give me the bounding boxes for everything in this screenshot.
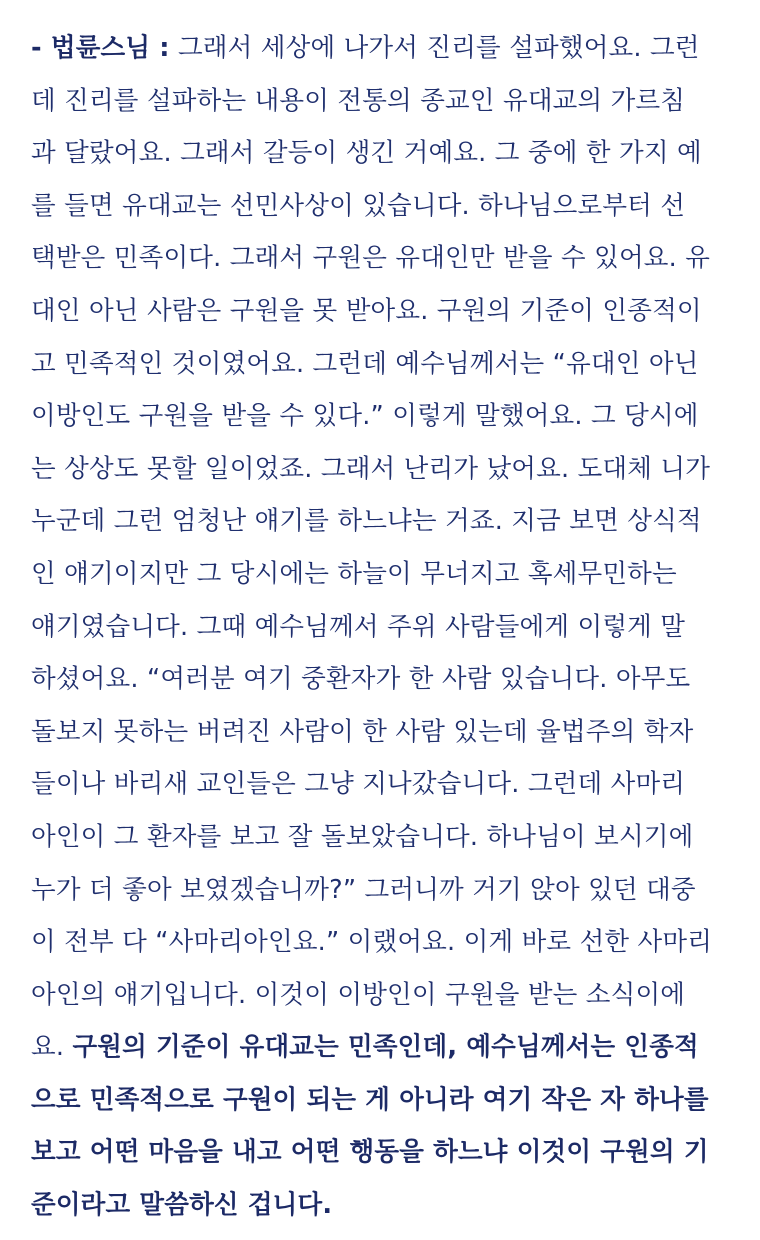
text-line: 고 민족적인 것이였어요. 그런데 예수님께서는 “유대인 아닌 [31, 348, 699, 379]
emphasis-line: 으로 민족적으로 구원이 되는 게 아니라 여기 작은 자 하나를 [31, 1084, 709, 1115]
text-segment: 그래서 세상에 나가서 진리를 설파했어요. 그런 [169, 33, 700, 63]
text-line: 를 들면 유대교는 선민사상이 있습니다. 하나님으로부터 선 [31, 190, 686, 221]
text-line: 과 달랐어요. 그래서 갈등이 생긴 거예요. 그 중에 한 가지 예 [31, 138, 702, 169]
text-line: 하셨어요. “여러분 여기 중환자가 한 사람 있습니다. 아무도 [31, 664, 691, 695]
text-line: 얘기였습니다. 그때 예수님께서 주위 사람들에게 이렇게 말 [31, 611, 686, 642]
text-line: 택받은 민족이다. 그래서 구원은 유대인만 받을 수 있어요. 유 [31, 243, 711, 274]
text-line: 이방인도 구원을 받을 수 있다.” 이렇게 말했어요. 그 당시에 [31, 401, 699, 432]
text-line: 돌보지 못하는 버려진 사람이 한 사람 있는데 율법주의 학자 [31, 716, 694, 747]
text-line [31, 22, 743, 75]
text-line: 대인 아닌 사람은 구원을 못 받아요. 구원의 기준이 인종적이 [31, 295, 702, 326]
text-line: 인 얘기이지만 그 당시에는 하늘이 무너지고 혹세무민하는 [31, 558, 677, 589]
emphasis-text: 구원의 기준이 유대교는 민족인데, 예수님께서는 인종적 [72, 1032, 699, 1063]
text-line: 데 진리를 설파하는 내용이 전통의 종교인 유대교의 가르침 [31, 85, 686, 116]
text-line: 들이나 바리새 교인들은 그냥 지나갔습니다. 그런데 사마리 [31, 769, 686, 800]
text-line: 아인이 그 환자를 보고 잘 돌보았습니다. 하나님이 보시기에 [31, 821, 694, 852]
text-line: 이 전부 다 “사마리아인요.” 이랬어요. 이게 바로 선한 사마리 [31, 927, 713, 958]
text-line [31, 1021, 743, 1074]
sermon-text [31, 22, 743, 1232]
speaker-label: - 법륜스님 : [31, 33, 170, 63]
text-line: 누가 더 좋아 보였겠습니까?” 그러니까 거기 앉아 있던 대중 [31, 874, 696, 905]
text-segment: 요. [31, 1032, 73, 1063]
text-line: 는 상상도 못할 일이었죠. 그래서 난리가 났어요. 도대체 니가 [31, 453, 711, 484]
text-line: 아인의 얘기입니다. 이것이 이방인이 구원을 받는 소식이에 [31, 979, 686, 1010]
text-line: 누군데 그런 엄청난 얘기를 하느냐는 거죠. 지금 보면 상식적 [31, 506, 702, 537]
emphasis-line: 보고 어떤 마음을 내고 어떤 행동을 하느냐 이것이 구원의 기 [31, 1137, 709, 1168]
emphasis-line: 준이라고 말씀하신 겁니다. [31, 1190, 333, 1221]
